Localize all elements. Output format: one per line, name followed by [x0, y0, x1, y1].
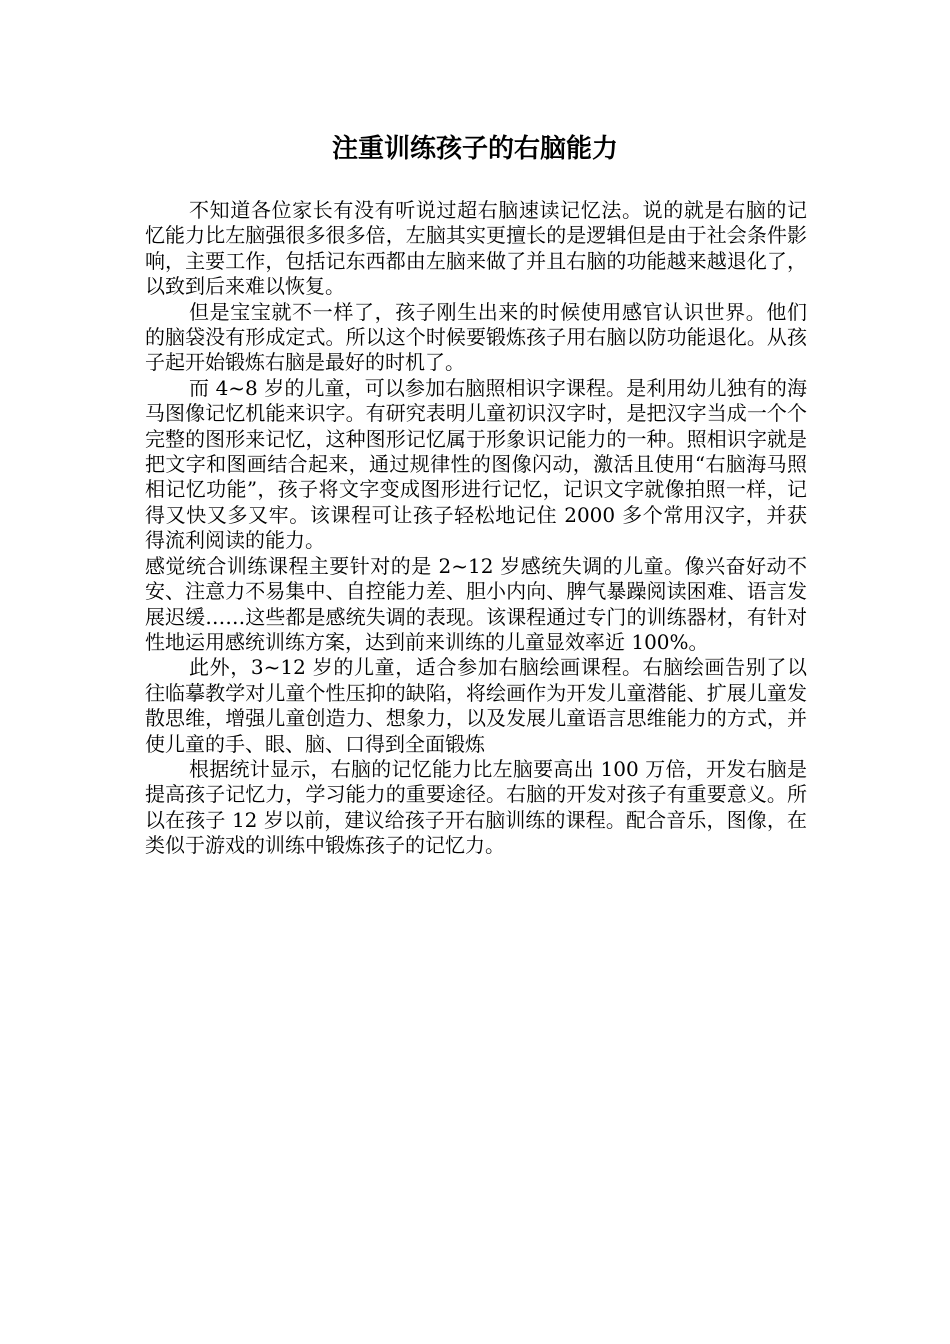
paragraph-baby: 但是宝宝就不一样了，孩子刚生出来的时候使用感官认识世界。他们的脑袋没有形成定式。所以这个时候要锻炼孩子用右脑以防功能退化。从孩子起开始锻炼右脑是最好的时机了。: [145, 299, 807, 375]
paragraph-conclusion: 根据统计显示，右脑的记忆能力比左脑要高出 100 万倍，开发右脑是提高孩子记忆力，学习能力的重要途径。右脑的开发对孩子有重要意义。所以在孩子 12 岁以前，建议给孩子开右脑训练的课程。配合音乐，图像，在类似于游戏的训练中锻炼孩子的记忆力。: [145, 756, 807, 858]
paragraph-drawing: 此外，3~12 岁的儿童，适合参加右脑绘画课程。右脑绘画告别了以往临摹教学对儿童个性压抑的缺陷，将绘画作为开发儿童潜能、扩展儿童发散思维，增强儿童创造力、想象力，以及发展儿童语言思维能力的方式，并使儿童的手、眼、脑、口得到全面锻炼: [145, 655, 807, 756]
paragraph-photo-literacy: 而 4~8 岁的儿童，可以参加右脑照相识字课程。是利用幼儿独有的海马图像记忆机能来识字。有研究表明儿童初识汉字时，是把汉字当成一个个完整的图形来记忆，这种图形记忆属于形象识记能力的一种。照相识字就是把文字和图画结合起来，通过规律性的图像闪动，激活且使用“右脑海马照相记忆功能”，孩子将文字变成图形进行记忆，记识文字就像拍照一样，记得又快又多又牢。该课程可让孩子轻松地记住 2000 多个常用汉字，并获得流利阅读的能力。: [145, 375, 807, 553]
paragraph-sensory-integration: 感觉统合训练课程主要针对的是 2~12 岁感统失调的儿童。像兴奋好动不安、注意力不易集中、自控能力差、胆小内向、脾气暴躁阅读困难、语言发展迟缓……这些都是感统失调的表现。该课程通过专门的训练器材，有针对性地运用感统训练方案，达到前来训练的儿童显效率近 100%。: [145, 553, 807, 654]
document-body: [145, 198, 807, 859]
paragraph-intro: 不知道各位家长有没有听说过超右脑速读记忆法。说的就是右脑的记忆能力比左脑强很多很多倍，左脑其实更擅长的是逻辑但是由于社会条件影响，主要工作，包括记东西都由左脑来做了并且右脑的功能越来越退化了，以致到后来难以恢复。: [145, 198, 807, 299]
document-title: 注重训练孩子的右脑能力: [331, 134, 618, 164]
